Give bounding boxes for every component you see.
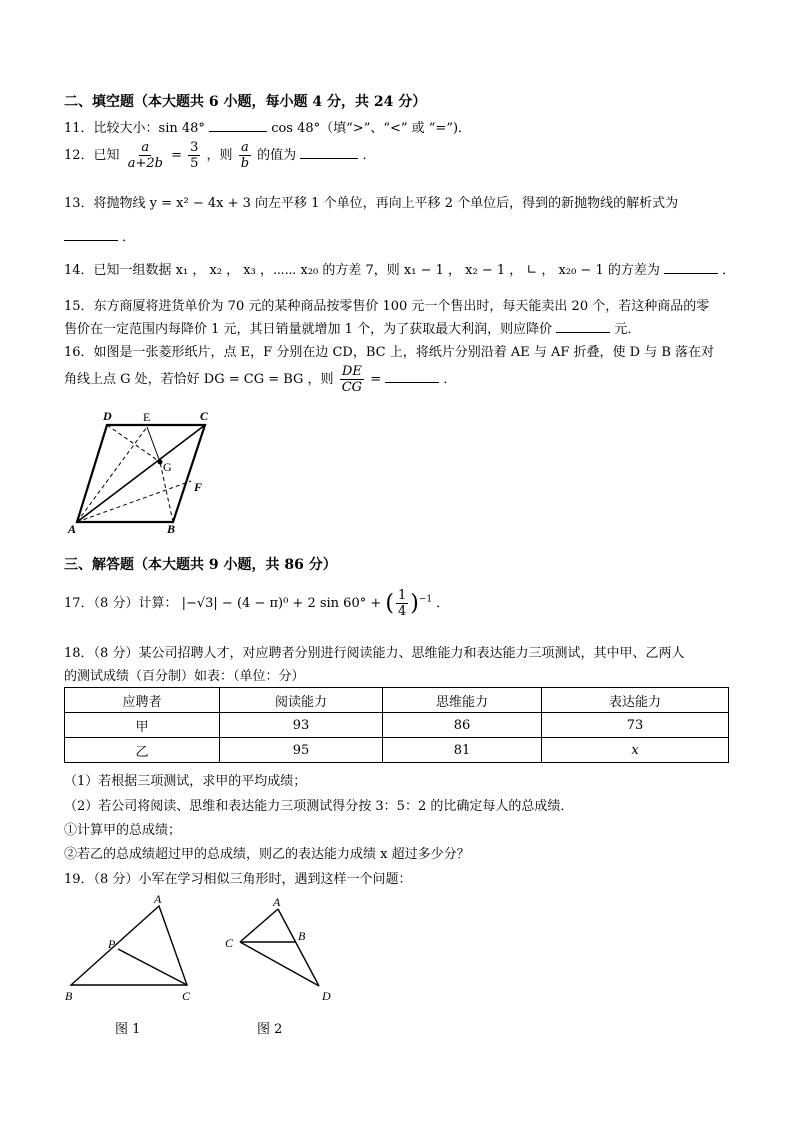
q12-given-fraction <box>126 140 165 171</box>
table-header-cell: 思维能力 <box>383 688 542 713</box>
table-cell: 95 <box>220 738 383 763</box>
q13-line2 <box>64 226 135 245</box>
q18-part2a: ①计算甲的总成绩； <box>64 823 182 838</box>
section2-heading: 二、填空题（本大题共 6 小题，每小题 4 分，共 24 分） <box>64 94 427 110</box>
table-header-cell: 表达能力 <box>542 688 729 713</box>
figure-1-caption: 图 1 <box>115 1022 141 1037</box>
table-cell: 乙 <box>65 738 220 763</box>
q16-end: ． <box>443 372 457 387</box>
label-e: E <box>143 410 151 424</box>
table-row <box>65 738 729 763</box>
question-17 <box>64 588 449 619</box>
rhombus-figure <box>60 405 225 535</box>
q12-numerator: a <box>141 140 150 155</box>
q18-line1: 18．（8 分）某公司招聘人才，对应聘者分别进行阅读能力、思维能力和表达能力三项测试，其中甲、乙两人 <box>64 646 685 661</box>
q12-prefix: 12．已知 <box>64 148 120 163</box>
table-cell: 81 <box>383 738 542 763</box>
fig1-label-b: B <box>65 989 73 1003</box>
q12-denominator: a+2b <box>127 156 163 171</box>
point-g <box>158 460 163 465</box>
fig2-label-b: B <box>298 929 306 943</box>
table-cell: 93 <box>220 713 383 738</box>
table-cell: 86 <box>383 713 542 738</box>
label-c: C <box>200 409 209 423</box>
q18-part2: （2）若公司将阅读、思维和表达能力三项测试得分按 3：5：2 的比确定每人的总成绩． <box>64 799 574 814</box>
triangle-abc <box>71 906 187 985</box>
q13-line1: 13．将抛物线 y = x² − 4x + 3 向左平移 1 个单位，再向上平移 2 个单位后，得到的新抛物线的解析式为 <box>64 196 679 211</box>
q14-answer-blank[interactable] <box>664 261 718 274</box>
figure-2-caption: 图 2 <box>257 1022 283 1037</box>
q12-answer-blank[interactable] <box>300 146 358 159</box>
q17-numerator: 1 <box>397 588 407 603</box>
section3-heading: 三、解答题（本大题共 9 小题，共 86 分） <box>64 557 337 573</box>
q11-suffix: cos 48°（填“>”、“<” 或 “=”)． <box>271 121 472 136</box>
q16-denominator: CG <box>341 380 363 395</box>
figure-2 <box>220 893 350 1008</box>
label-a: A <box>68 522 77 535</box>
q16-answer-blank[interactable] <box>385 370 439 383</box>
q17-expression: |−√3| − (4 − π)⁰ + 2 sin 60° + <box>181 596 386 611</box>
table-header-cell: 应聘者 <box>65 688 220 713</box>
q12-equals: = <box>171 148 182 163</box>
q14-end: ． <box>722 263 736 278</box>
table-cell: x <box>542 738 729 763</box>
q12-ask-numerator: a <box>240 140 249 155</box>
q12-value-fraction <box>188 140 200 171</box>
q19-line1: 19．（8 分）小军在学习相似三角形时，遇到这样一个问题： <box>64 872 412 887</box>
table-cell: 73 <box>542 713 729 738</box>
label-b: B <box>167 522 176 535</box>
q16-line1: 16．如图是一张菱形纸片，点 E，F 分别在边 CD，BC 上，将纸片分别沿着 AE 与 AF 折叠，使 D 与 B 落在对 <box>64 345 715 360</box>
fig2-label-d: D <box>322 989 331 1003</box>
figure-1 <box>60 893 210 1008</box>
q15-end: 元． <box>614 322 641 337</box>
label-f: F <box>194 480 203 494</box>
q11-answer-blank[interactable] <box>209 119 267 132</box>
table-cell: 甲 <box>65 713 220 738</box>
fig2-label-c: C <box>225 936 234 950</box>
q17-denominator: 4 <box>397 604 407 619</box>
q17-fraction <box>396 588 408 619</box>
q17-left-paren: ( <box>385 591 394 616</box>
dashed-dg <box>107 425 160 462</box>
q16-line2 <box>64 364 456 395</box>
table-header-cell: 阅读能力 <box>220 688 383 713</box>
q15-line1: 15．东方商厦将进货单价为 70 元的某种商品按零售价 100 元一个售出时，每天能卖出 20 个，若这种商品的零 <box>64 299 710 314</box>
q16-numerator: DE <box>341 364 362 379</box>
q12-suffix: 的值为 <box>257 148 297 163</box>
q18-part1: （1）若根据三项测试，求甲的平均成绩； <box>64 774 307 789</box>
question-14 <box>64 259 735 278</box>
q18-part2b: ②若乙的总成绩超过甲的总成绩，则乙的表达能力成绩 x 超过多少分？ <box>64 847 470 862</box>
question-11 <box>64 117 471 136</box>
score-table <box>64 687 729 763</box>
q17-end: ． <box>436 596 450 611</box>
table-header-row <box>65 688 729 713</box>
label-d: D <box>103 409 112 423</box>
diagonal-ac <box>77 425 205 522</box>
q14-text: 14．已知一组数据 x₁ ， x₂ ， x₃ ，⋯⋯ x₂₀ 的方差 7，则 x₁ − 1 ， x₂ − 1 ， ∟ ， x₂₀ − 1 的方差为 <box>64 263 660 278</box>
segment-eg <box>147 427 160 462</box>
q16-line2-text: 角线上点 G 处，若恰好 DG = CG = BG ，则 <box>64 372 334 387</box>
fig1-label-c: C <box>182 989 191 1003</box>
label-g: G <box>163 460 172 474</box>
q18-line2: 的测试成绩（百分制）如表：（单位：分） <box>64 669 305 684</box>
q15-line2 <box>64 318 640 337</box>
q12-end: ． <box>362 148 376 163</box>
q13-end: ． <box>122 230 136 245</box>
q12-value-denominator: 5 <box>190 156 199 171</box>
q16-fraction <box>340 364 364 395</box>
q12-value-numerator: 3 <box>190 140 199 155</box>
fold-line-ae <box>77 427 147 522</box>
q13-answer-blank[interactable] <box>64 228 118 241</box>
q17-prefix: 17．（8 分）计算： <box>64 596 178 611</box>
q12-ask-denominator: b <box>240 156 250 171</box>
q15-answer-blank[interactable] <box>556 320 610 333</box>
table-row <box>65 713 729 738</box>
fig1-label-p: P <box>108 937 116 951</box>
question-12 <box>64 140 375 171</box>
segment-ac <box>240 909 278 942</box>
q11-prefix: 11．比较大小：sin 48° <box>64 121 205 136</box>
fig2-label-a: A <box>273 895 281 909</box>
q12-ask-fraction <box>239 140 251 171</box>
fig1-label-a: A <box>154 893 162 906</box>
q16-equals: = <box>370 372 382 387</box>
q12-then: ，则 <box>206 148 233 163</box>
q15-line2-text: 售价在一定范围内每降价 1 元，其日销量就增加 1 个，为了获取最大利润，则应降价 <box>64 322 553 337</box>
q17-right-paren: ) <box>410 591 419 616</box>
q17-exponent: −1 <box>418 594 433 605</box>
